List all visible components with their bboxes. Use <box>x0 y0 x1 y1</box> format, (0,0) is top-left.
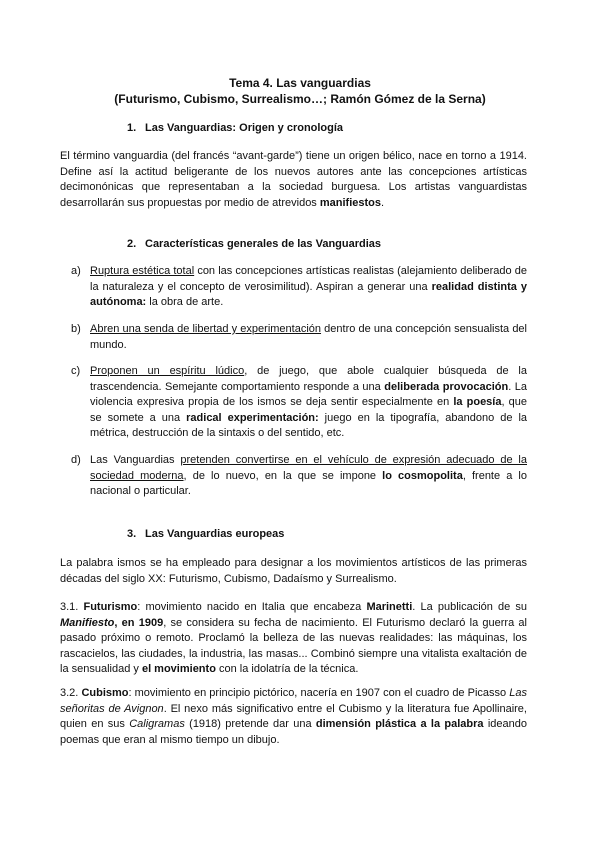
cubismo-paragraph <box>60 686 527 748</box>
text-run: . La publicación de su <box>412 601 527 613</box>
section-3-title: Las Vanguardias europeas <box>145 528 285 540</box>
bold-italic-run: Manifiesto <box>60 616 115 629</box>
text-run: . La violencia expresiva propia de los ismos se deja sentir especialmente en <box>90 380 527 408</box>
bold-run: lo cosmopolita <box>382 469 463 482</box>
list-item-b <box>71 322 527 353</box>
text-run: ideando poemas que eran al mismo tiempo un dibujo. <box>60 718 527 746</box>
underlined-run: Proponen un espíritu lúdico <box>90 365 245 377</box>
text-run: El término vanguardia (del francés “avant-garde”) tiene un origen bélico, nace en torno a 1914. Define así la actitud beligerante de los nuevos autores ante las concepciones artísticas decimonónicas que representaban a la sociedad burguesa. Los artistas vanguardistas desarrollarán sus propuestas por medio de atrevidos <box>60 150 527 209</box>
section-1-title: Las Vanguardias: Origen y cronología <box>145 122 344 134</box>
bold-run: , en <box>114 616 139 629</box>
section-3-intro: La palabra ismos se ha empleado para designar a los movimientos artísticos de las primeras décadas del siglo XX: Futurismo, Cubismo, Dadaísmo y Surrealismo. <box>60 557 527 585</box>
text-run: . El nexo más significativo entre el Cubismo y la literatura fue Apollinaire, quien en sus <box>60 702 527 730</box>
list-marker: b) <box>71 323 81 335</box>
document-title <box>60 75 540 107</box>
italic-run: Las señoritas de Avignon <box>60 687 527 715</box>
bold-run: Marinetti <box>366 601 413 613</box>
section-3-heading <box>127 527 284 541</box>
bold-run: deliberada provocación <box>384 380 509 393</box>
section-1-paragraph <box>60 149 527 211</box>
text-run: , de lo nuevo, en la que se impone <box>183 469 383 482</box>
futurismo-paragraph <box>60 600 527 678</box>
italic-run: Caligramas <box>129 718 185 730</box>
section-2-number: 2. <box>127 238 137 250</box>
text-run: : movimiento en principio pictórico, nacería en 1907 con el cuadro de Picasso <box>128 687 510 699</box>
bold-run: la poesía <box>453 396 502 408</box>
list-item-d <box>71 453 527 500</box>
title-line-2: (Futurismo, Cubismo, Surrealismo…; Ramón Gómez de la Serna) <box>114 92 486 106</box>
text-run: dentro de una concepción sensualista del mundo. <box>90 323 527 351</box>
list-marker: d) <box>71 454 81 466</box>
text-run: , que se somete a una <box>90 396 528 424</box>
text-run: Las Vanguardias <box>90 454 181 466</box>
section-1-number: 1. <box>127 122 137 134</box>
underlined-run: pretenden convertirse en el vehículo de expresión adecuado de la sociedad moderna <box>90 454 527 482</box>
text-run: 3.2. <box>60 687 82 699</box>
bold-run: el movimiento <box>141 663 216 675</box>
list-item-c <box>71 364 528 442</box>
bold-run: 1909 <box>138 616 164 629</box>
list-item-a <box>71 264 527 311</box>
text-run: : movimiento nacido en Italia que encabeza <box>137 601 367 613</box>
text-run: la obra de arte. <box>146 296 224 308</box>
title-line-1: Tema 4. Las vanguardias <box>229 76 371 90</box>
bold-run: dimensión plástica a la palabra <box>315 718 484 730</box>
text-run: , frente a lo nacional o particular. <box>90 469 527 497</box>
text-run: con la idolatría de la técnica. <box>215 663 359 675</box>
underlined-run: Ruptura estética total <box>90 265 195 277</box>
section-2-heading <box>127 237 381 251</box>
section-3-number: 3. <box>127 528 137 540</box>
list-marker: a) <box>71 265 81 277</box>
text-run: (1918) pretende dar una <box>184 718 316 730</box>
bold-run: Futurismo <box>83 601 138 613</box>
underlined-run: Abren una senda de libertad y experimentación <box>90 323 322 335</box>
text-run: juego en la tipografía, abandono de la métrica, destrucción de la sintaxis o del sentido, etc. <box>90 411 528 439</box>
list-marker: c) <box>71 365 81 377</box>
text-run: , se considera su fecha de nacimiento. El Futurismo declaró la guerra al pasado próximo o remoto. Proclamó la belleza de las nuevas realidades: las máquinas, los rascacielos, las ciudades, la industria, las masas... Combinó siempre una vitalista exaltación de la sensualidad y <box>60 616 527 675</box>
bold-run: radical experimentación: <box>186 411 319 424</box>
text-run: , de juego, que abole cualquier búsqueda de la trascendencia. Semejante comportamiento responde a una <box>90 365 527 393</box>
bold-run: Cubismo <box>81 687 129 699</box>
bold-run: manifiestos <box>319 196 382 209</box>
text-run: 3.1. <box>60 601 84 613</box>
section-1-heading <box>127 121 343 135</box>
section-2-title: Características generales de las Vanguardias <box>145 238 382 250</box>
text-run: . <box>381 196 385 209</box>
bold-run: realidad distinta y autónoma: <box>90 280 527 308</box>
text-run: con las concepciones artísticas realistas (alejamiento deliberado de la naturaleza y el concepto de verosimilitud). Aspiran a generar una <box>90 265 527 293</box>
